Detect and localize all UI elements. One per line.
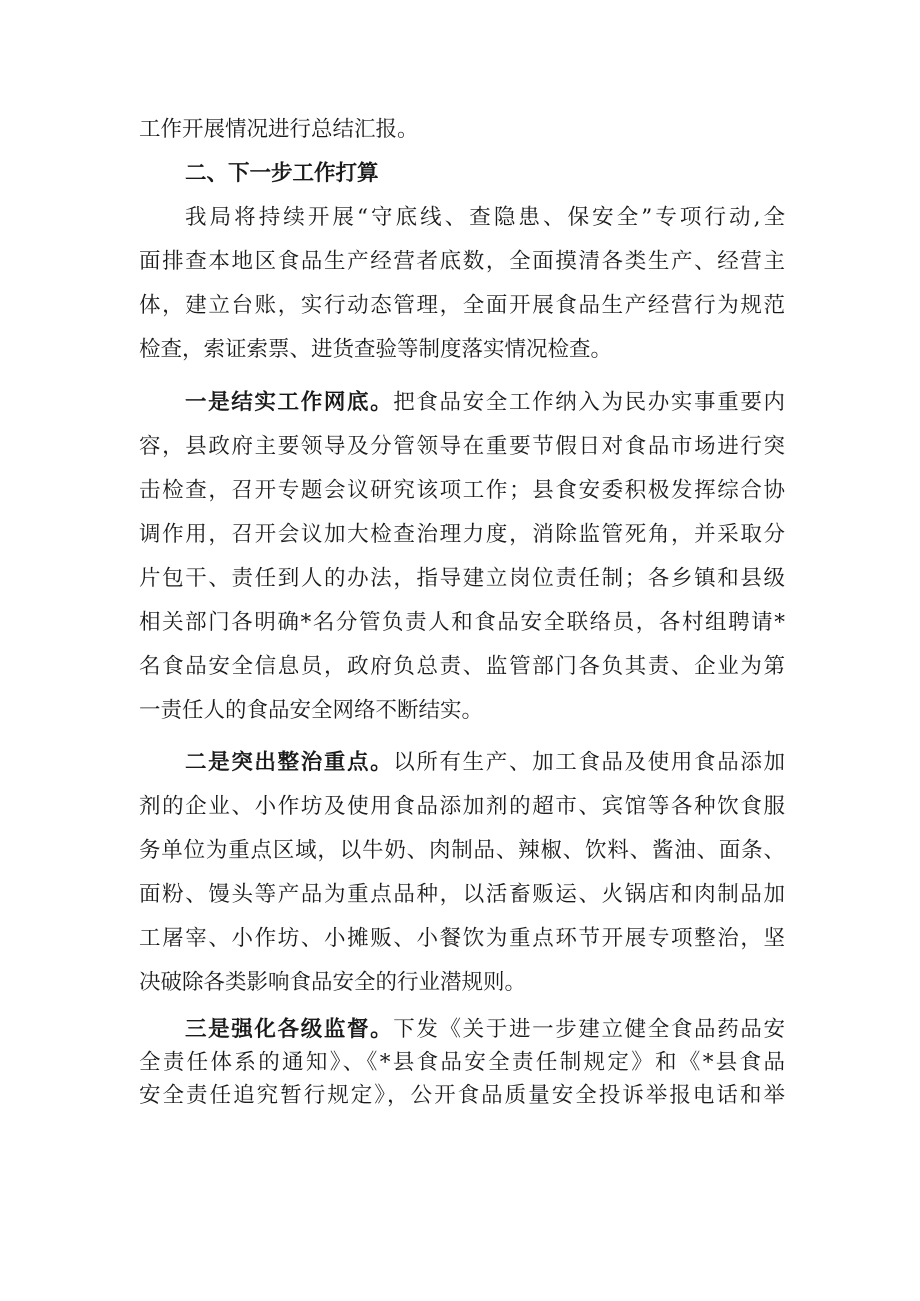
section-heading: 二、下一步工作打算 [185, 161, 379, 186]
paragraph-continuation: 工作开展情况进行总结汇报。 [139, 117, 419, 142]
paragraph-lead: 二是突出整治重点。 [185, 750, 394, 775]
paragraph-line: 相关部门各明确*名分管负责人和食品安全联络员，各村组聘请* [139, 610, 785, 635]
paragraph-line: 安全责任追究暂行规定》，公开食品质量安全投诉举报电话和举 [139, 1083, 785, 1108]
paragraph-line: 击检查，召开专题会议研究该项工作；县食安委积极发挥综合协 [139, 478, 785, 503]
paragraph-line: 调作用，召开会议加大检查治理力度，消除监管死角，并采取分 [139, 522, 785, 547]
paragraph-supervision [139, 1013, 785, 1112]
paragraph-line: 工屠宰、小作坊、小摊贩、小餐饮为重点环节开展专项整治，坚 [139, 926, 785, 951]
paragraph-line: 面排查本地区食品生产经营者底数，全面摸清各类生产、经营主 [139, 249, 785, 274]
paragraph-line: 务单位为重点区域，以牛奶、肉制品、辣椒、饮料、酱油、面条、 [139, 838, 785, 863]
paragraph-line: 三是强化各级监督。下发《关于进一步建立健全食品药品安 [185, 1017, 785, 1042]
paragraph-lead: 一是结实工作网底。 [185, 390, 394, 415]
paragraph-line: 我局将持续开展“守底线、查隐患、保安全”专项行动,全 [185, 205, 785, 230]
paragraph-rectification [139, 741, 785, 1005]
paragraph-plan-intro [139, 196, 785, 372]
paragraph-line: 检查，索证索票、进货查验等制度落实情况检查。 [139, 337, 613, 362]
paragraph-line: 名食品安全信息员，政府负总责、监管部门各负其责、企业为第 [139, 654, 785, 679]
paragraph-line: 剂的企业、小作坊及使用食品添加剂的超市、宾馆等各种饮食服 [139, 794, 785, 819]
paragraph-line: 一责任人的食品安全网络不断结实。 [139, 698, 484, 723]
document-page [139, 108, 785, 1112]
paragraph-line: 面粉、馒头等产品为重点品种，以活畜贩运、火锅店和肉制品加 [139, 882, 785, 907]
paragraph-line: 体，建立台账，实行动态管理，全面开展食品生产经营行为规范 [139, 293, 785, 318]
paragraph-line: 一是结实工作网底。把食品安全工作纳入为民办实事重要内 [185, 390, 785, 415]
paragraph-line: 决破除各类影响食品安全的行业潜规则。 [139, 970, 527, 995]
paragraph-line: 二是突出整治重点。以所有生产、加工食品及使用食品添加 [185, 750, 785, 775]
paragraph-line: 全责任体系的通知》、《*县食品安全责任制规定》和《*县食品 [139, 1050, 785, 1075]
paragraph-line: 片包干、责任到人的办法，指导建立岗位责任制；各乡镇和县级 [139, 566, 785, 591]
paragraph-line: 容，县政府主要领导及分管领导在重要节假日对食品市场进行突 [139, 434, 785, 459]
paragraph-network [139, 381, 785, 733]
paragraph-lead: 三是强化各级监督。 [185, 1017, 394, 1042]
